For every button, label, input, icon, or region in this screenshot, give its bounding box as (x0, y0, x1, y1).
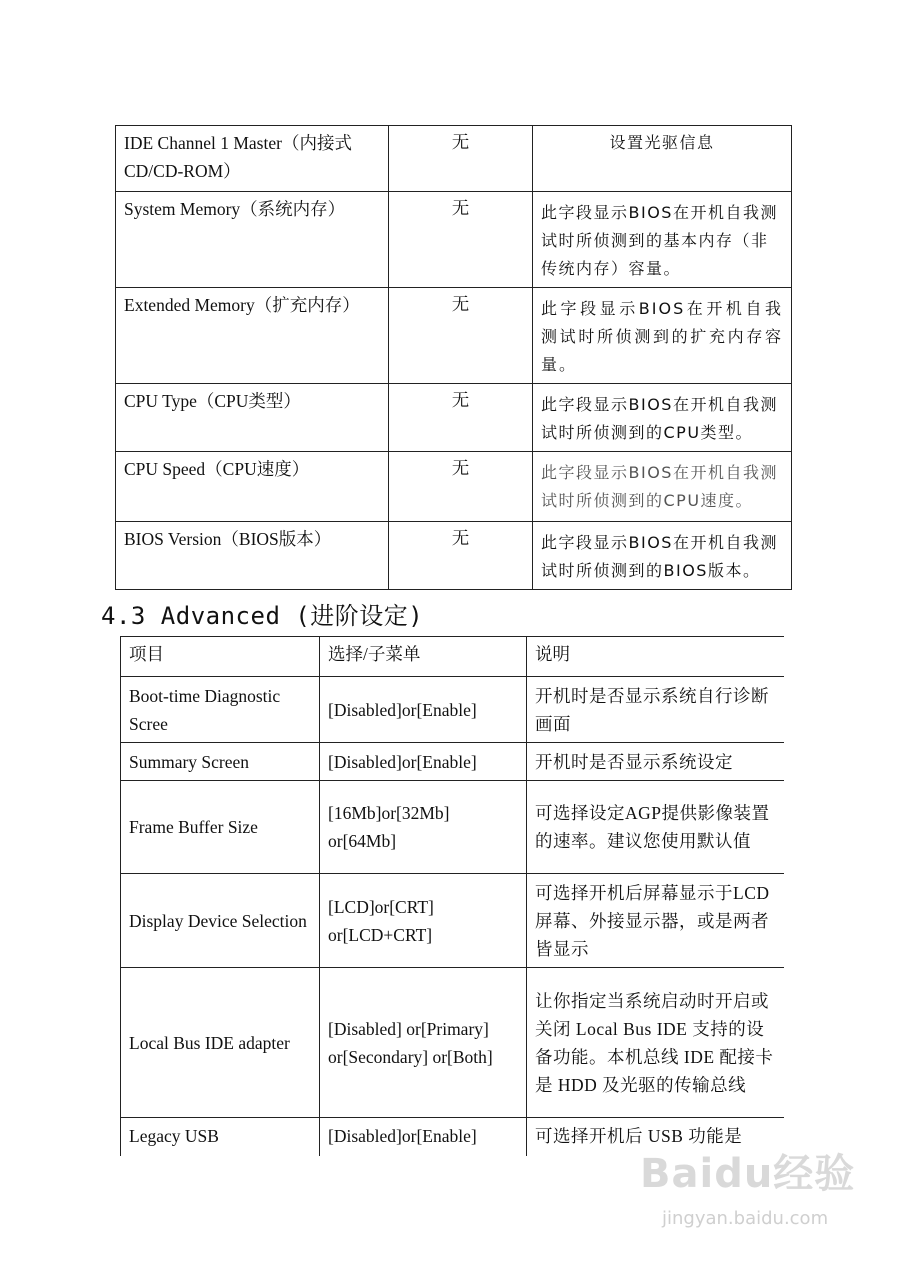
advanced-table-wrapper (120, 636, 784, 1156)
description-cell: 让你指定当系统启动时开启或关闭 Local Bus IDE 支持的设备功能。本机总线 IDE 配接卡是 HDD 及光驱的传输总线 (527, 968, 785, 1118)
value-cell: 无 (389, 126, 533, 192)
value-cell: 无 (389, 288, 533, 384)
option-cell: [Disabled]or[Enable] (320, 1118, 527, 1157)
description-cell: 开机时是否显示系统设定 (527, 743, 785, 781)
watermark-url: jingyan.baidu.com (662, 1208, 829, 1229)
table-row (121, 874, 785, 968)
option-cell: [Disabled]or[Enable] (320, 743, 527, 781)
table-row (116, 288, 792, 384)
section-heading: 4.3 Advanced (进阶设定) (101, 602, 424, 630)
watermark-logo: Baidu经验 (640, 1151, 856, 1197)
table-row (121, 743, 785, 781)
table-row (116, 192, 792, 288)
description-cell: 开机时是否显示系统自行诊断画面 (527, 677, 785, 743)
item-cell: Boot-time Diagnostic Scree (121, 677, 320, 743)
table-row (116, 126, 792, 192)
description-cell: 可选择开机后 USB 功能是 (527, 1118, 785, 1157)
header-item: 项目 (121, 637, 320, 677)
advanced-settings-table (120, 636, 784, 1156)
table-row (116, 452, 792, 522)
item-cell: CPU Speed（CPU速度） (116, 452, 389, 522)
header-description: 说明 (527, 637, 785, 677)
item-cell: IDE Channel 1 Master（内接式 CD/CD-ROM） (116, 126, 389, 192)
option-cell: [Disabled]or[Enable] (320, 677, 527, 743)
value-cell: 无 (389, 522, 533, 590)
description-cell: 此字段显示BIOS在开机自我测试时所侦测到的CPU类型。 (533, 384, 792, 452)
description-cell: 设置光驱信息 (533, 126, 792, 192)
value-cell: 无 (389, 384, 533, 452)
item-cell: System Memory（系统内存） (116, 192, 389, 288)
item-cell: Summary Screen (121, 743, 320, 781)
item-cell: CPU Type（CPU类型） (116, 384, 389, 452)
table-row (116, 522, 792, 590)
table-row (121, 677, 785, 743)
table-row (121, 968, 785, 1118)
option-cell: [16Mb]or[32Mb] or[64Mb] (320, 781, 527, 874)
value-cell: 无 (389, 192, 533, 288)
table-row (121, 781, 785, 874)
description-cell: 此字段显示BIOS在开机自我测试时所侦测到的CPU速度。 (533, 452, 792, 522)
item-cell: Extended Memory（扩充内存） (116, 288, 389, 384)
option-cell: [LCD]or[CRT] or[LCD+CRT] (320, 874, 527, 968)
baidu-jingyan-watermark (640, 1142, 870, 1272)
table-row (116, 384, 792, 452)
description-cell: 此字段显示BIOS在开机自我测试时所侦测到的扩充内存容量。 (533, 288, 792, 384)
bios-main-info-table (115, 125, 792, 590)
description-cell: 此字段显示BIOS在开机自我测试时所侦测到的BIOS版本。 (533, 522, 792, 590)
description-cell: 可选择设定AGP提供影像装置的速率。建议您使用默认值 (527, 781, 785, 874)
item-cell: Display Device Selection (121, 874, 320, 968)
value-cell: 无 (389, 452, 533, 522)
item-cell: Frame Buffer Size (121, 781, 320, 874)
description-cell: 此字段显示BIOS在开机自我测试时所侦测到的基本内存（非传统内存）容量。 (533, 192, 792, 288)
item-cell: BIOS Version（BIOS版本） (116, 522, 389, 590)
option-cell: [Disabled] or[Primary] or[Secondary] or[Both] (320, 968, 527, 1118)
header-option: 选择/子菜单 (320, 637, 527, 677)
table-header-row (121, 637, 785, 677)
item-cell: Local Bus IDE adapter (121, 968, 320, 1118)
description-cell: 可选择开机后屏幕显示于LCD屏幕、外接显示器，或是两者皆显示 (527, 874, 785, 968)
item-cell: Legacy USB (121, 1118, 320, 1157)
